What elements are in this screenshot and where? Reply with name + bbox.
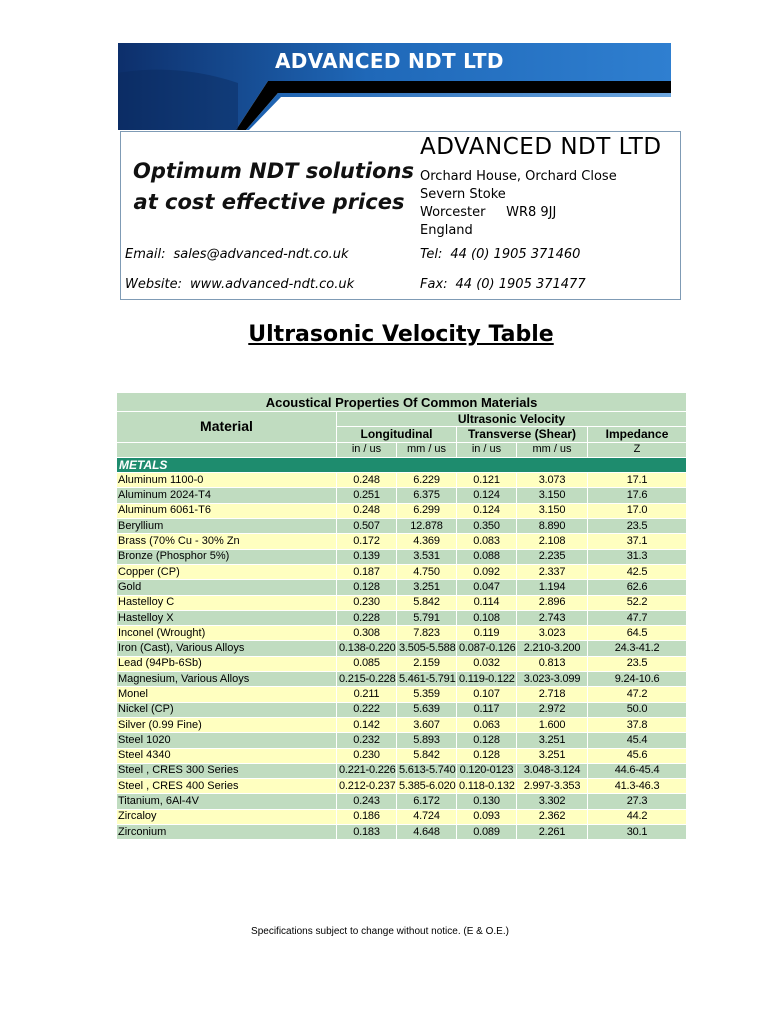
material-cell: Zircaloy [117,809,337,824]
long-in-us-cell: 0.186 [337,809,397,824]
impedance-cell: 47.2 [588,687,687,702]
trans-in-us-cell: 0.350 [457,519,517,534]
material-cell: Steel , CRES 400 Series [117,779,337,794]
long-in-us-cell: 0.142 [337,717,397,732]
long-in-us-cell: 0.222 [337,702,397,717]
trans-mm-us-cell: 3.023 [517,626,588,641]
material-cell: Silver (0.99 Fine) [117,717,337,732]
trans-in-us-cell: 0.089 [457,825,517,840]
page-title: Ultrasonic Velocity Table [248,322,554,347]
unit-header: mm / us [397,442,457,457]
impedance-cell: 31.3 [588,549,687,564]
long-in-us-cell: 0.232 [337,733,397,748]
impedance-cell: 23.5 [588,519,687,534]
trans-mm-us-cell: 3.251 [517,733,588,748]
impedance-cell: 45.4 [588,733,687,748]
impedance-cell: 44.2 [588,809,687,824]
long-mm-us-cell: 3.505-5.588 [397,641,457,656]
long-mm-us-cell: 4.724 [397,809,457,824]
long-in-us-cell: 0.138-0.220 [337,641,397,656]
address-line-3: Worcester WR8 9JJ [420,205,557,220]
tel-number: 44 (0) 1905 371460 [450,247,581,262]
transverse-header: Transverse (Shear) [457,427,588,442]
trans-in-us-cell: 0.121 [457,473,517,488]
impedance-cell: 37.8 [588,717,687,732]
long-mm-us-cell: 6.229 [397,473,457,488]
trans-in-us-cell: 0.119 [457,626,517,641]
trans-mm-us-cell: 2.896 [517,595,588,610]
long-in-us-cell: 0.187 [337,564,397,579]
impedance-cell: 23.5 [588,656,687,671]
trans-mm-us-cell: 3.073 [517,473,588,488]
trans-mm-us-cell: 2.210-3.200 [517,641,588,656]
material-cell: Brass (70% Cu - 30% Zn [117,534,337,549]
unit-header: in / us [337,442,397,457]
long-mm-us-cell: 4.750 [397,564,457,579]
longitudinal-header: Longitudinal [337,427,457,442]
long-mm-us-cell: 3.531 [397,549,457,564]
footnote: Specifications subject to change without notice. (E & O.E.) [251,926,509,937]
table-title: Acoustical Properties Of Common Materials [117,393,687,412]
trans-in-us-cell: 0.119-0.122 [457,672,517,687]
material-cell: Inconel (Wrought) [117,626,337,641]
table-row [117,763,687,778]
material-cell: Steel 1020 [117,733,337,748]
trans-mm-us-cell: 3.150 [517,503,588,518]
long-mm-us-cell: 5.613-5.740 [397,763,457,778]
long-mm-us-cell: 4.648 [397,825,457,840]
long-in-us-cell: 0.139 [337,549,397,564]
table-row [117,825,687,840]
trans-in-us-cell: 0.118-0.132 [457,779,517,794]
table-row [117,488,687,503]
long-mm-us-cell: 6.172 [397,794,457,809]
table-row [117,473,687,488]
tagline-line-1: Optimum NDT solutions [133,159,414,183]
impedance-cell: 9.24-10.6 [588,672,687,687]
material-cell: Monel [117,687,337,702]
velocity-header: Ultrasonic Velocity [337,412,687,427]
impedance-cell: 24.3-41.2 [588,641,687,656]
unit-header: in / us [457,442,517,457]
material-cell: Aluminum 1100-0 [117,473,337,488]
long-in-us-cell: 0.248 [337,473,397,488]
long-in-us-cell: 0.212-0.237 [337,779,397,794]
impedance-cell: 30.1 [588,825,687,840]
impedance-header: Impedance [588,427,687,442]
company-name: ADVANCED NDT LTD [420,134,662,160]
long-mm-us-cell: 5.639 [397,702,457,717]
long-in-us-cell: 0.507 [337,519,397,534]
long-in-us-cell: 0.308 [337,626,397,641]
trans-mm-us-cell: 2.718 [517,687,588,702]
long-in-us-cell: 0.085 [337,656,397,671]
trans-mm-us-cell: 2.235 [517,549,588,564]
trans-in-us-cell: 0.083 [457,534,517,549]
trans-mm-us-cell: 2.337 [517,564,588,579]
impedance-cell: 17.6 [588,488,687,503]
company-banner [118,43,671,130]
long-mm-us-cell: 7.823 [397,626,457,641]
email-contact [125,247,349,262]
table-row [117,794,687,809]
fax-contact [420,277,586,292]
table-row [117,549,687,564]
impedance-cell: 42.5 [588,564,687,579]
tagline-line-2: at cost effective prices [133,190,405,214]
address-line-2: Severn Stoke [420,187,506,202]
material-unit-blank [117,442,337,457]
material-cell: Beryllium [117,519,337,534]
trans-in-us-cell: 0.124 [457,503,517,518]
long-in-us-cell: 0.243 [337,794,397,809]
trans-mm-us-cell: 2.997-3.353 [517,779,588,794]
trans-in-us-cell: 0.063 [457,717,517,732]
impedance-cell: 64.5 [588,626,687,641]
table-body [117,457,687,839]
fax-number: 44 (0) 1905 371477 [455,277,586,292]
table-row [117,809,687,824]
material-cell: Iron (Cast), Various Alloys [117,641,337,656]
table-row [117,656,687,671]
long-mm-us-cell: 5.791 [397,610,457,625]
trans-in-us-cell: 0.108 [457,610,517,625]
trans-in-us-cell: 0.130 [457,794,517,809]
long-mm-us-cell: 5.893 [397,733,457,748]
impedance-cell: 41.3-46.3 [588,779,687,794]
table-row [117,595,687,610]
table-row [117,641,687,656]
material-cell: Nickel (CP) [117,702,337,717]
trans-mm-us-cell: 3.023-3.099 [517,672,588,687]
long-in-us-cell: 0.215-0.228 [337,672,397,687]
long-in-us-cell: 0.230 [337,595,397,610]
unit-header: Z [588,442,687,457]
company-info-box [120,131,681,300]
trans-in-us-cell: 0.092 [457,564,517,579]
long-in-us-cell: 0.248 [337,503,397,518]
table-row [117,717,687,732]
section-header-metals: METALS [117,457,687,472]
tel-label: Tel: [420,247,443,262]
website-contact [125,277,354,292]
material-header: Material [117,412,337,443]
long-mm-us-cell: 5.461-5.791 [397,672,457,687]
table-row [117,519,687,534]
table-row [117,503,687,518]
trans-in-us-cell: 0.088 [457,549,517,564]
long-mm-us-cell: 5.385-6.020 [397,779,457,794]
trans-mm-us-cell: 2.261 [517,825,588,840]
trans-in-us-cell: 0.047 [457,580,517,595]
table-row [117,687,687,702]
impedance-cell: 17.0 [588,503,687,518]
long-in-us-cell: 0.183 [337,825,397,840]
long-mm-us-cell: 5.842 [397,595,457,610]
long-mm-us-cell: 4.369 [397,534,457,549]
company-address [420,168,617,240]
table-row [117,564,687,579]
material-cell: Hastelloy C [117,595,337,610]
table-row [117,748,687,763]
material-cell: Copper (CP) [117,564,337,579]
trans-mm-us-cell: 1.194 [517,580,588,595]
impedance-cell: 52.2 [588,595,687,610]
tagline [133,156,414,218]
trans-in-us-cell: 0.087-0.126 [457,641,517,656]
impedance-cell: 44.6-45.4 [588,763,687,778]
long-in-us-cell: 0.251 [337,488,397,503]
trans-in-us-cell: 0.032 [457,656,517,671]
trans-in-us-cell: 0.128 [457,748,517,763]
impedance-cell: 62.6 [588,580,687,595]
trans-in-us-cell: 0.124 [457,488,517,503]
trans-in-us-cell: 0.120-0123 [457,763,517,778]
website-label: Website: [125,277,182,292]
material-cell: Titanium, 6Al-4V [117,794,337,809]
trans-mm-us-cell: 0.813 [517,656,588,671]
material-cell: Steel , CRES 300 Series [117,763,337,778]
banner-title: ADVANCED NDT LTD [275,49,504,73]
long-mm-us-cell: 3.607 [397,717,457,732]
trans-mm-us-cell: 3.048-3.124 [517,763,588,778]
long-mm-us-cell: 2.159 [397,656,457,671]
table-row [117,779,687,794]
impedance-cell: 37.1 [588,534,687,549]
impedance-cell: 50.0 [588,702,687,717]
impedance-cell: 17.1 [588,473,687,488]
table-row [117,610,687,625]
fax-label: Fax: [420,277,448,292]
trans-mm-us-cell: 2.362 [517,809,588,824]
long-in-us-cell: 0.128 [337,580,397,595]
trans-mm-us-cell: 3.251 [517,748,588,763]
trans-mm-us-cell: 8.890 [517,519,588,534]
impedance-cell: 45.6 [588,748,687,763]
long-mm-us-cell: 5.842 [397,748,457,763]
email-label: Email: [125,247,166,262]
material-cell: Gold [117,580,337,595]
address-line-4: England [420,223,473,238]
long-mm-us-cell: 6.375 [397,488,457,503]
trans-mm-us-cell: 2.108 [517,534,588,549]
long-in-us-cell: 0.221-0.226 [337,763,397,778]
table-row [117,733,687,748]
trans-in-us-cell: 0.117 [457,702,517,717]
trans-in-us-cell: 0.107 [457,687,517,702]
material-cell: Aluminum 2024-T4 [117,488,337,503]
trans-mm-us-cell: 3.302 [517,794,588,809]
table-row [117,702,687,717]
long-mm-us-cell: 5.359 [397,687,457,702]
material-cell: Lead (94Pb-6Sb) [117,656,337,671]
material-cell: Magnesium, Various Alloys [117,672,337,687]
material-cell: Bronze (Phosphor 5%) [117,549,337,564]
trans-mm-us-cell: 2.743 [517,610,588,625]
trans-in-us-cell: 0.114 [457,595,517,610]
tel-contact [420,247,580,262]
table-row [117,626,687,641]
trans-mm-us-cell: 1.600 [517,717,588,732]
long-mm-us-cell: 12.878 [397,519,457,534]
material-cell: Hastelloy X [117,610,337,625]
trans-in-us-cell: 0.093 [457,809,517,824]
trans-in-us-cell: 0.128 [457,733,517,748]
email-link[interactable]: sales@advanced-ndt.co.uk [173,247,349,262]
table-row [117,534,687,549]
impedance-cell: 47.7 [588,610,687,625]
address-line-1: Orchard House, Orchard Close [420,169,617,184]
website-link[interactable]: www.advanced-ndt.co.uk [189,277,355,292]
long-mm-us-cell: 3.251 [397,580,457,595]
long-mm-us-cell: 6.299 [397,503,457,518]
unit-header: mm / us [517,442,588,457]
long-in-us-cell: 0.211 [337,687,397,702]
trans-mm-us-cell: 3.150 [517,488,588,503]
impedance-cell: 27.3 [588,794,687,809]
long-in-us-cell: 0.228 [337,610,397,625]
material-cell: Steel 4340 [117,748,337,763]
velocity-table [116,392,687,840]
table-row [117,580,687,595]
table-row [117,672,687,687]
material-cell: Zirconium [117,825,337,840]
long-in-us-cell: 0.230 [337,748,397,763]
long-in-us-cell: 0.172 [337,534,397,549]
trans-mm-us-cell: 2.972 [517,702,588,717]
material-cell: Aluminum 6061-T6 [117,503,337,518]
